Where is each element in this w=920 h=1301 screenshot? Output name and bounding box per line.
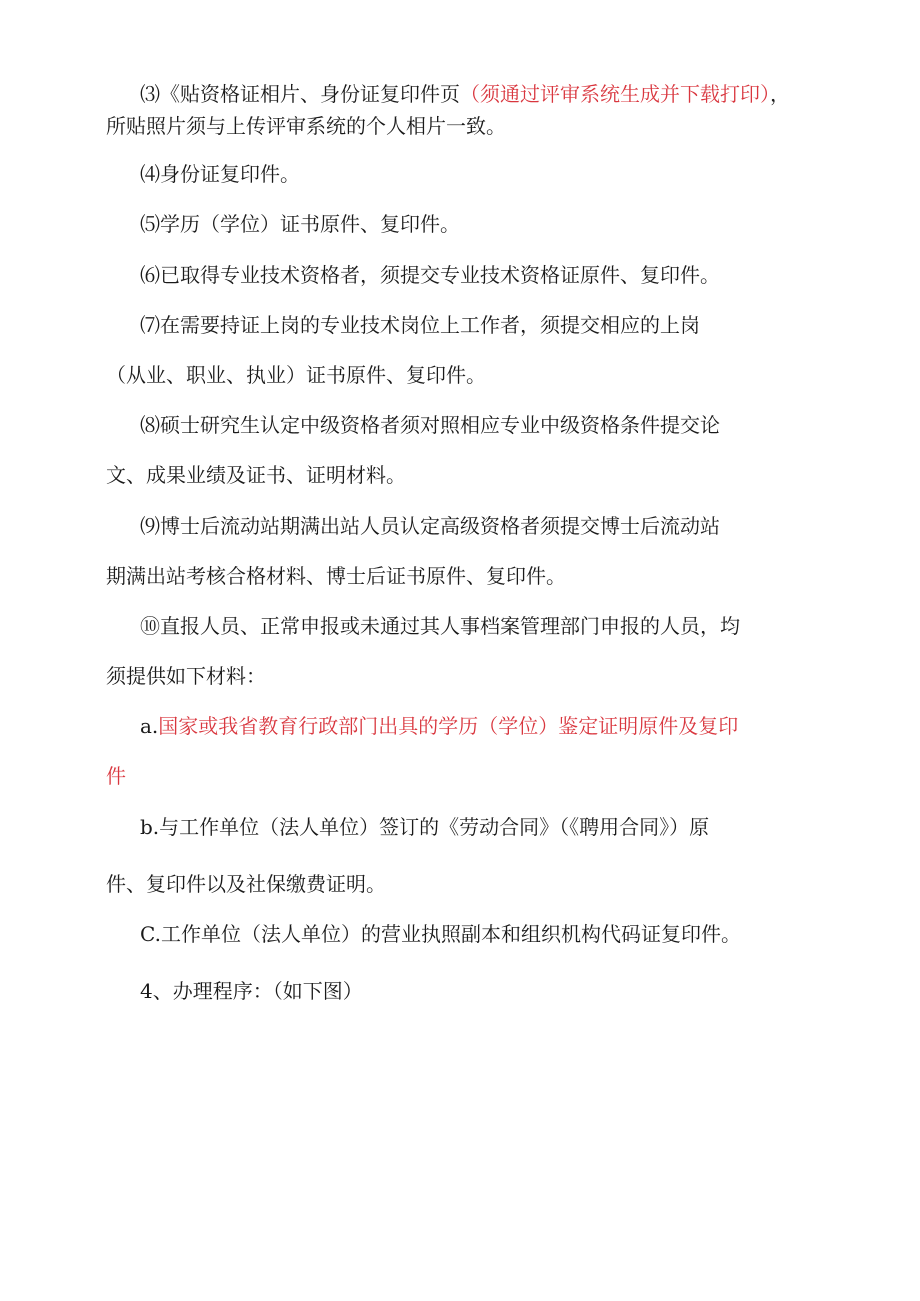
item-b-line-1: b.与工作单位（法人单位）签订的《劳动合同》（《聘用合同》）原	[140, 815, 710, 839]
item-3-red-note: （须通过评审系统生成并下载打印）	[460, 82, 770, 106]
item-4: ⑷身份证复印件。	[140, 162, 300, 186]
item-10-line-1: ⑩直报人员、正常申报或未通过其人事档案管理部门申报的人员，均	[140, 614, 740, 638]
item-a-line-2: 件	[106, 764, 126, 788]
item-10-line-2: 须提供如下材料：	[106, 664, 266, 688]
item-a-line-1	[140, 714, 738, 738]
item-3-line-2: 所贴照片须与上传评审系统的个人相片一致。	[106, 114, 506, 138]
section-4-heading: 4、办理程序：（如下图）	[140, 979, 363, 1003]
item-6: ⑹已取得专业技术资格者，须提交专业技术资格证原件、复印件。	[140, 263, 720, 287]
item-9-line-2: 期满出站考核合格材料、博士后证书原件、复印件。	[106, 564, 566, 588]
item-a-red-text: 国家或我省教育行政部门出具的学历（学位）鉴定证明原件及复印	[158, 714, 739, 738]
item-9-line-1: ⑼博士后流动站期满出站人员认定高级资格者须提交博士后流动站	[140, 514, 720, 538]
item-a-prefix: a.	[140, 714, 159, 738]
item-7-line-2: （从业、职业、执业）证书原件、复印件。	[106, 363, 486, 387]
item-8-line-1: ⑻硕士研究生认定中级资格者须对照相应专业中级资格条件提交论	[140, 413, 720, 437]
item-8-line-2: 文、成果业绩及证书、证明材料。	[106, 463, 406, 487]
item-c: C.工作单位（法人单位）的营业执照副本和组织机构代码证复印件。	[140, 922, 741, 946]
item-3-text: ⑶《贴资格证相片、身份证复印件页	[140, 82, 460, 106]
item-7-line-1: ⑺在需要持证上岗的专业技术岗位上工作者，须提交相应的上岗	[140, 313, 700, 337]
item-3-comma: ，	[770, 82, 790, 106]
item-3-line-1	[140, 82, 790, 106]
item-5: ⑸学历（学位）证书原件、复印件。	[140, 212, 460, 236]
item-b-line-2: 件、复印件以及社保缴费证明。	[106, 872, 386, 896]
